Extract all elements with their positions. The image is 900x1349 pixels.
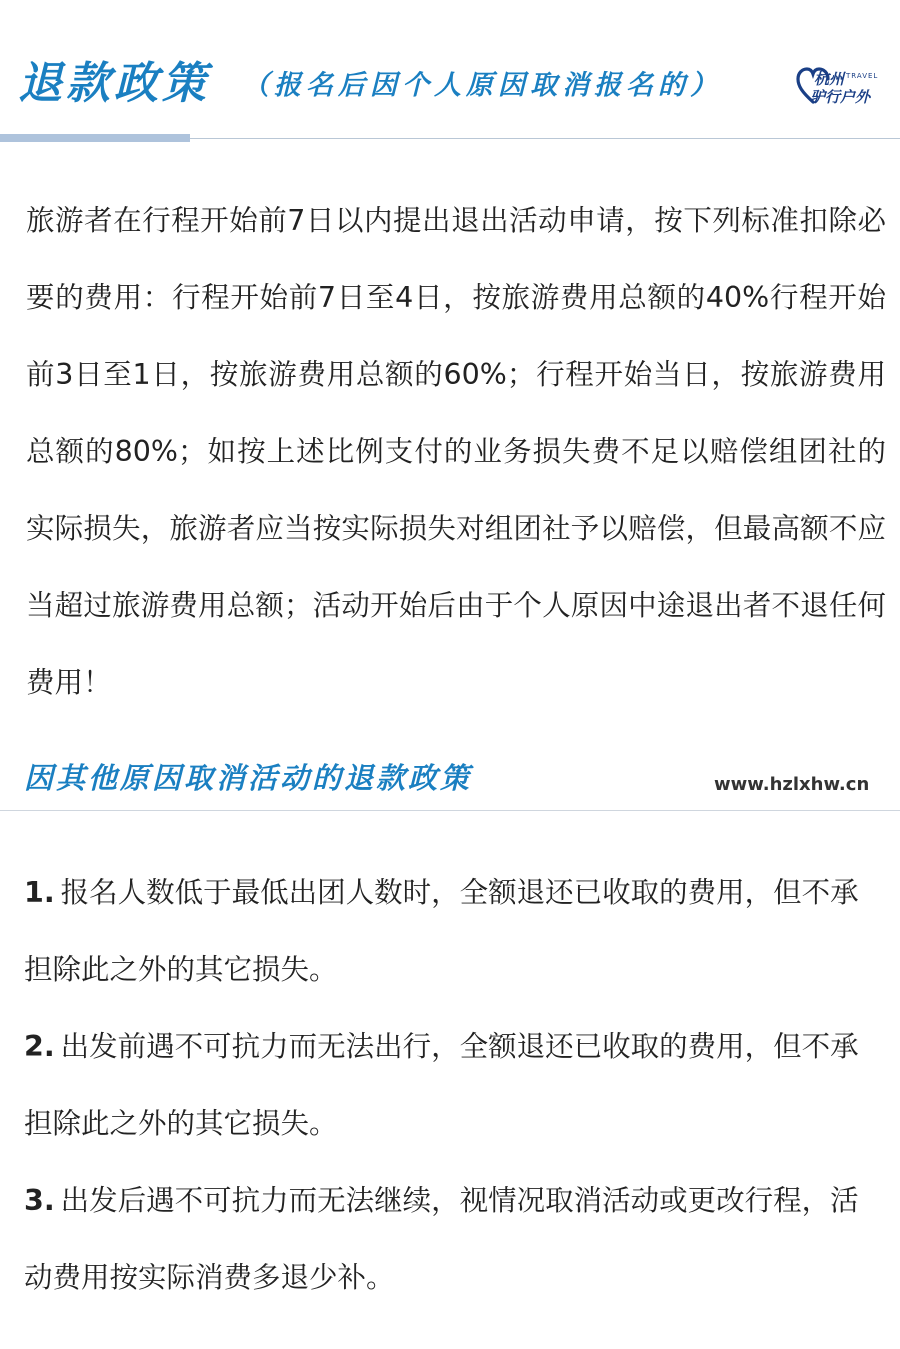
list-item-number: 2. [24,1030,55,1063]
section-title-other-reasons: 因其他原因取消活动的退款政策 [24,761,473,795]
page-title: 退款政策 [18,58,210,109]
refund-policy-paragraph: 旅游者在行程开始前7日以内提出退出活动申请，按下列标准扣除必要的费用：行程开始前7日至4日，按旅游费用总额的40%行程开始前3日至1日，按旅游费用总额的60%；行程开始当日，按旅游费用总额的80%；如按上述比例支付的业务损失费不足以赔偿组团社的实际损失，旅游者应当按实际损失对组团社予以赔偿，但最高额不应当超过旅游费用总额；活动开始后由于个人原因中途退出者不退任何费用！ [26,204,886,699]
refund-conditions-list [24,854,884,1316]
logo-brand-name: 驴行户外 [810,88,871,106]
list-item-text: 出发后遇不可抗力而无法继续，视情况取消活动或更改行程，活动费用按实际消费多退少补。 [24,1184,859,1294]
header-accent-bar [0,134,190,142]
website-url: www.hzlxhw.cn [714,774,870,795]
list-item [24,1162,884,1316]
list-item-text: 报名人数低于最低出团人数时，全额退还已收取的费用，但不承担除此之外的其它损失。 [24,876,859,986]
list-item-text: 出发前遇不可抗力而无法出行，全额退还已收取的费用，但不承担除此之外的其它损失。 [24,1030,859,1140]
list-item [24,1008,884,1162]
list-item-number: 3. [24,1184,55,1217]
logo-city: 杭州 [814,70,845,88]
section-divider [0,810,900,811]
page-subtitle: （报名后因个人原因取消报名的） [242,70,722,101]
list-item [24,854,884,1008]
brand-logo [796,64,880,110]
logo-travel-word: TRAVEL [846,72,879,80]
page-header [0,0,900,150]
list-item-number: 1. [24,876,55,909]
